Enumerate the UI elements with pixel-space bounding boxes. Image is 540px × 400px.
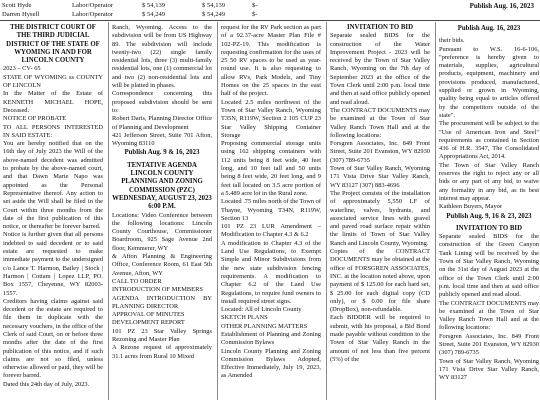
notice-heading: INVITATION TO BID [456, 224, 522, 232]
notice-paragraph: Copies of the CONTRACT DOCUMENTS may be obtained at the office of FORSGREN ASSOCIATES, INC. at the location noted above, upon payment of $ 125.00 for each hard set, $ 25.00 for each digital copy (CD only), or $ 0.00 for file share (DropBox), non-refundable. [330, 248, 430, 314]
column-3 [221, 24, 321, 381]
column-divider [326, 22, 327, 400]
notice-heading: THE DISTRICT COURT OF THE THIRD JUDICIAL DISTRICT OF THE STATE OF WYOMING IN AND FOR LINCOLN COUNTY [6, 24, 100, 65]
salary-amount: $ 54,249 [142, 11, 166, 18]
notice-paragraph: Located .75 miles north of the Town of Thayne, Wyoming T34N, R119W, Section 13 [221, 198, 321, 222]
notice-paragraph: You are hereby notified that on the 16th day of July 2023 the Will of the above-named decedent was admitted to probate by the above-named court, and that Dawn Marie Napo was appointed as the Personal Representative thereof. Any action to set aside the Will shall be filed in the Court within three months from the date of the first publication of this notice, or thereafter be forever barred. [3, 140, 103, 231]
notice-paragraph: AGENDA INTRODUCTION BY PLANNING DIRECTOR [112, 294, 212, 310]
notice-paragraph: The procurement will be subject to the "Use of American Iron and Steel" requirements as contained in Section 436 of H.R. 3547, The Consolidated Appropriations Act, 2014. [439, 120, 539, 161]
notice-paragraph: APPROVAL OF MINUTES [112, 311, 185, 319]
publish-date: Publish Aug. 9 & 16, 2023 [124, 149, 200, 157]
notice-paragraph: SKETCH PLANS [221, 314, 268, 322]
notice-paragraph: STATE OF WYOMING ss COUNTY OF LINCOLN [3, 73, 103, 90]
publish-date: Publish Aug. 16, 2023 [457, 25, 521, 32]
top-divider [0, 20, 540, 21]
publish-date: Publish Aug. 9, 16 & 23, 2023 [446, 212, 532, 220]
notice-paragraph: CALL TO ORDER [112, 277, 162, 285]
column-1 [3, 24, 103, 389]
notice-paragraph: Separate sealed BIDS for the construction of the Water Improvement Project - 2023 will be received by the Town of Star Valley Ranch, Wyoming on the 7th day of September 2023 at the office of the Town Clerk until 2:00 p.m. local time and then at said office publicly opened and read aloud. [330, 32, 430, 106]
notice-paragraph: Ranch, Wyoming. Access to the subdivision will be from US Highway 89. The subdivision will include twenty-two (22) single family residential lots, three (3) multi-family residential lots, one (1) commercial lot and two (2) non-residential lots and will be platted in phases. [112, 24, 212, 90]
notice-paragraph: DEVELOPMENT REPORT [112, 319, 185, 327]
notice-paragraph: 101 PZ 23 LUR Amendment – Modification to Chapter 4.3 & 6.2 [221, 223, 321, 239]
notice-paragraph: A Rezone request of approximately 31.1 acres from Rural 10 Mixed [112, 344, 212, 360]
employee-role: Labor/Operator [72, 2, 114, 9]
notice-paragraph: The CONTRACT DOCUMENTS may be examined at the Town of Star Valley Ranch Town Hall and at the following locations: [330, 106, 430, 139]
employee-name: Darren Hysell [2, 11, 40, 18]
column-4 [330, 24, 430, 364]
notice-paragraph: Notice is further given that all persons indebted to said decedent or to said estate are requested to make immediate payment to the undersigned c/o Lance T. Harmon, Bailey | Stock | Harmon | Cottam | Lopez LLP, PO. Box 1557, Cheyenne, WY 82003-1557. [3, 231, 103, 297]
notice-heading: TENTATIVE AGENDA LINCOLN COUNTY PLANNING AND ZONING COMMISSION (PZC) WEDNESDAY, AUGUST 23, 2023 6:00 P.M. [112, 161, 212, 211]
notice-paragraph: TO ALL PERSONS INTERESTED IN SAID ESTATE: [3, 123, 103, 139]
publish-date: Publish Aug. 16, 2023 [469, 2, 534, 10]
notice-paragraph: Each BIDDER will be required to submit, with his proposal, a Bid Bond made payable without condition to the Town of Star Valley Ranch in the amount of not less than five percent (5%) of the [330, 314, 430, 363]
notice-paragraph: Pursuant to W.S. 16-6-106, "preference is hereby given to materials, supplies, agricultural products, equipment, machinery and provisions produced, manufactured, supplied or grown in Wyoming, quality being equal to articles offered by the competitors outside of the state". [439, 45, 539, 119]
notice-paragraph: The Town of Star Valley Ranch reserves the right to reject any or all bids or any part of any bid, to waive any formality in any bid, as its best interest may appear. [439, 161, 539, 202]
notice-paragraph: Forsgren Associates, Inc. 849 Front Street, Suite 201 Evanston, WY 82930 (307) 789-6735 [330, 140, 430, 164]
notice-paragraph: Town of Star Valley Ranch, Wyoming 171 Vista Drive Star Valley Ranch, WY 83127 [439, 357, 539, 382]
notice-paragraph: Robert Daris, Planning Director Office of Planning and Development [112, 115, 212, 131]
notice-paragraph: their bids. [439, 37, 465, 45]
notice-paragraph: & Afton Planning & Engineering Office, Conference Room, 61 East 5th Avenue, Afton, WY [112, 253, 212, 277]
column-divider [217, 22, 218, 400]
column-divider [435, 22, 436, 400]
notice-paragraph: Separate sealed BIDS for the construction of the Green Canyon Tank Lining will be received by the Town of Star Valley Ranch, Wyoming on the 31st day of August 2023 at the office of the Town Clerk until 2:00 p.m. local time and then at said office publicly opened and read aloud. [439, 233, 539, 299]
notice-paragraph: INTRODUCTION OF MEMBERS [112, 286, 203, 294]
notice-paragraph: request for the RV Park section as part of a 92.37-acre Master Plan File # 102-PZ-19. This modification is requesting confirmation for the uses of 25 50 RV spaces to be used as year-round use. It is also requesting to allow RVs, Park Models, and Tiny Homes on the 25 spaces in the east half of the project. [221, 24, 321, 98]
salary-table-fragment [0, 0, 540, 20]
notice-paragraph: Locations: Video Conference between the following locations: Lincoln County Courthouse, Commissioner Boardroom, 925 Sage Avenue 2nd floor, Kemmerer, WY [112, 211, 212, 252]
column-5 [439, 24, 539, 382]
notice-paragraph: Dated this 24th day of July, 2023. [3, 380, 90, 388]
notice-paragraph: A modification to Chapter 4.3 of the Land Use Regulations, to Exempt Simple and Minor Subdivisions from the new state subdivision fencing requirements. A modification to Chapter 6.2 of the Land Use Regulations, to require fund owners to install required street signs. [221, 239, 321, 305]
employee-name: Scott Hyde [2, 2, 32, 9]
salary-amount: $ 54,249 [202, 11, 226, 18]
notice-paragraph: Kathleen Buyers, Mayor [439, 203, 503, 211]
notice-paragraph: In the Matter of the Estate of KENNETH MICHAEL HOPE, Deceased. [3, 90, 103, 114]
notice-paragraph: Forsgren Associates, Inc. 849 Front Street, Suite 201 Evanston, WY 82930 (307) 789-6735 [439, 332, 539, 357]
notice-paragraph: 2023 – CV- 65 [3, 65, 41, 73]
notice-paragraph: NOTICE OF PROBATE [3, 115, 67, 123]
salary-change: $- [252, 11, 258, 18]
notice-paragraph: Creditors having claims against said decedent or the estate are required to file them in duplicate with the necessary vouchers, in the office of the Clerk of said Court, on or before three months after the date of the first publication of this notice, and if such claims are not so filed, unless otherwise allowed or paid, they will be forever barred. [3, 297, 103, 380]
salary-change: $- [252, 2, 258, 9]
notice-paragraph: 421 Jefferson Street, Suite 701 Afton, Wyoming 83110 [112, 131, 212, 148]
notice-paragraph: Located 2.5 miles northwest of the Town of Star Valley Ranch, Wyoming T35N, R119W, Section 2 105 CUP 23 Star Valley Shipping Container Storage [221, 98, 321, 139]
notice-paragraph: Proposing commercial storage units using 162 shipping containers with 112 units being 8 feet wide, 40 feet long, and 10 feet tall and 50 units being 8 feet wide, 20 feet long, and 9 feet tall located on 3.5 acre portion of a 5.489 acre lot in the Rural zone. [221, 140, 321, 197]
notice-heading: INVITATION TO BID [347, 24, 413, 31]
column-divider [108, 22, 109, 400]
notice-paragraph: The Project consists of the installation of approximately 5,550 LF of waterline, valves, hydrants, and associated service lines with gravel and paved road surface repair within the limits of Town of Star Valley Ranch and Lincoln County, Wyoming. [330, 189, 430, 247]
notice-paragraph: Lincoln County Planning and Zoning Commission Bylaws Adopted, Effective Immediately, July 19, 2023, as Amended [221, 347, 321, 380]
notice-paragraph: OTHER PLANNING MATTERS [221, 322, 308, 330]
notice-paragraph: The CONTRACT DOCUMENTS may be examined at the Town of Star Valley Ranch Town Hall and at the following locations: [439, 299, 539, 332]
notice-paragraph: Town of Star Valley Ranch, Wyoming 171 Vista Drive Star Valley Ranch, WY 83127 (307) 883-4696 [330, 165, 430, 189]
employee-role: Labor/Operator [72, 11, 114, 18]
notice-paragraph: Establishment of Planning and Zoning Commission Bylaws [221, 330, 321, 347]
salary-amount: $ 54,139 [142, 2, 166, 9]
notice-paragraph: Located: All of Lincoln County [221, 306, 302, 314]
salary-amount: $ 54,139 [202, 2, 226, 9]
notice-paragraph: 101 PZ 23 Star Valley Springs Rezoning and Master Plan [112, 327, 212, 343]
column-2 [112, 24, 212, 361]
notice-paragraph: Correspondence concerning this proposed subdivision should be sent to: [112, 90, 212, 114]
